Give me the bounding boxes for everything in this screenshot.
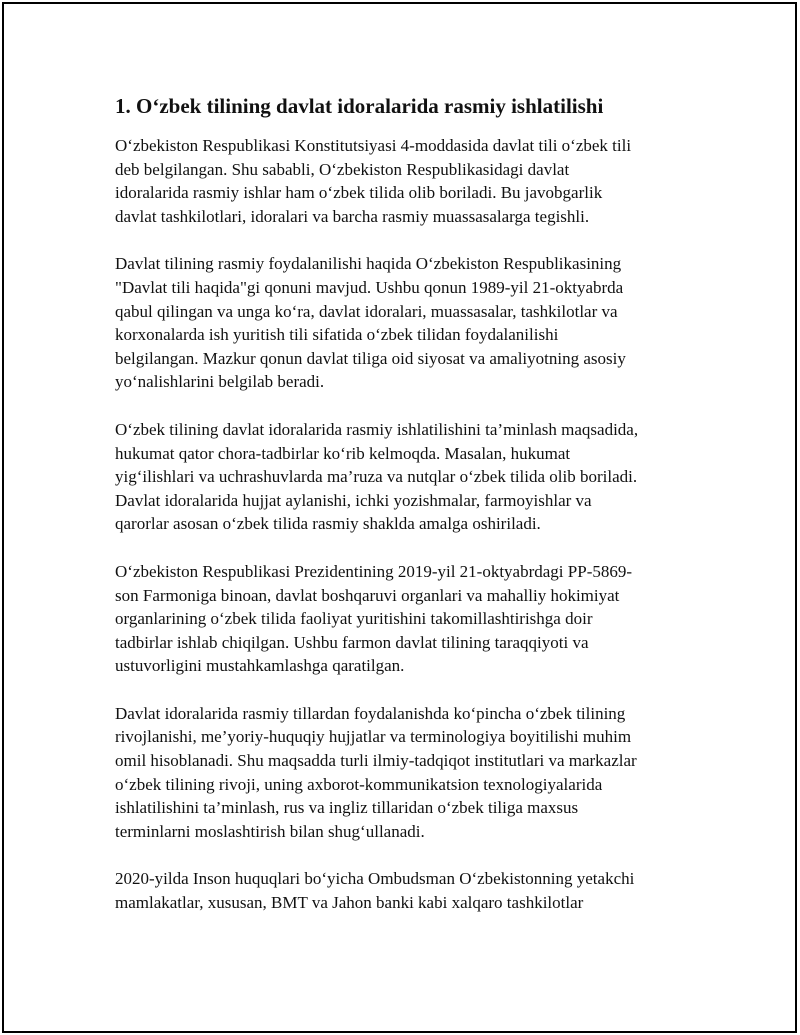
paragraph-line: mamlakatlar, xususan, BMT va Jahon banki kabi xalqaro tashkilotlar (115, 893, 584, 913)
document-content (115, 92, 705, 939)
paragraph-line: hukumat qator chora-tadbirlar ko‘rib kelmoqda. Masalan, hukumat (115, 443, 571, 463)
paragraph-line: tadbirlar ishlab chiqilgan. Ushbu farmon davlat tilining taraqqiyoti va (115, 632, 589, 652)
paragraph-line: o‘zbek tilining rivoji, uning axborot-kommunikatsion texnologiyalarida (115, 774, 603, 794)
paragraph-line: son Farmoniga binoan, davlat boshqaruvi organlari va mahalliy hokimiyat (115, 585, 620, 605)
paragraph-line: 2020-yilda Inson huquqlari bo‘yicha Ombudsman O‘zbekistonning yetakchi (115, 869, 635, 889)
paragraph-line: davlat tashkilotlari, idoralari va barcha rasmiy muassasalarga tegishli. (115, 206, 590, 226)
paragraph-state-language-law (115, 252, 705, 394)
paragraph-ombudsman (115, 867, 705, 914)
paragraph-line: belgilangan. Mazkur qonun davlat tiliga oid siyosat va amaliyotning asosiy (115, 348, 626, 368)
paragraph-line: korxonalarda ish yuritish tili sifatida o‘zbek tilidan foydalanilishi (115, 325, 559, 345)
paragraph-line: O‘zbekiston Respublikasi Konstitutsiyasi 4-moddasida davlat tili o‘zbek tili (115, 136, 632, 155)
paragraph-line: deb belgilangan. Shu sababli, O‘zbekiston Respublikasidagi davlat (115, 159, 570, 179)
paragraph-line: Davlat tilining rasmiy foydalanilishi haqida O‘zbekiston Respublikasining (115, 254, 622, 274)
paragraph-terminology (115, 702, 705, 844)
paragraph-line: qarorlar asosan o‘zbek tilida rasmiy shaklda amalga oshiriladi. (115, 514, 541, 534)
paragraph-line: qabul qilingan va unga ko‘ra, davlat idoralari, muassasalar, tashkilotlar va (115, 301, 618, 321)
paragraph-line: omil hisoblanadi. Shu maqsadda turli ilmiy-tadqiqot institutlari va markazlar (115, 751, 637, 771)
paragraph-line: rivojlanishi, me’yoriy-huquqiy hujjatlar va terminologiya boyitilishi muhim (115, 727, 632, 747)
paragraph-line: Davlat idoralarida rasmiy tillardan foydalanishda ko‘pincha o‘zbek tilining (115, 703, 626, 723)
paragraph-line: O‘zbekiston Respublikasi Prezidentining 2019-yil 21-oktyabrdagi PP-5869- (115, 561, 633, 581)
paragraph-line: idoralarida rasmiy ishlar ham o‘zbek tilida olib boriladi. Bu javobgarlik (115, 183, 603, 203)
paragraph-line: yo‘nalishlarini belgilab beradi. (115, 372, 325, 392)
paragraph-line: ustuvorligini mustahkamlashga qaratilgan. (115, 656, 405, 676)
paragraph-line: terminlarni moslashtirish bilan shug‘ullanadi. (115, 821, 425, 841)
paragraph-constitution (115, 134, 705, 228)
paragraph-line: O‘zbek tilining davlat idoralarida rasmiy ishlatilishini ta’minlash maqsadida, (115, 419, 639, 439)
paragraph-presidential-decree (115, 560, 705, 678)
section-heading: 1. O‘zbek tilining davlat idoralarida rasmiy ishlatilishi (115, 94, 604, 118)
paragraph-line: ishlatilishini ta’minlash, rus va ingliz tillaridan o‘zbek tiliga maxsus (115, 798, 579, 818)
paragraph-line: Davlat idoralarida hujjat aylanishi, ichki yozishmalar, farmoyishlar va (115, 490, 592, 510)
paragraph-line: yig‘ilishlari va uchrashuvlarda ma’ruza va nutqlar o‘zbek tilida olib boriladi. (115, 467, 638, 487)
paragraph-line: "Davlat tili haqida"gi qonuni mavjud. Ushbu qonun 1989-yil 21-oktyabrda (115, 277, 624, 297)
paragraph-government-measures (115, 418, 705, 536)
paragraph-line: organlarining o‘zbek tilida faoliyat yuritishini takomillashtirishga doir (115, 609, 593, 629)
